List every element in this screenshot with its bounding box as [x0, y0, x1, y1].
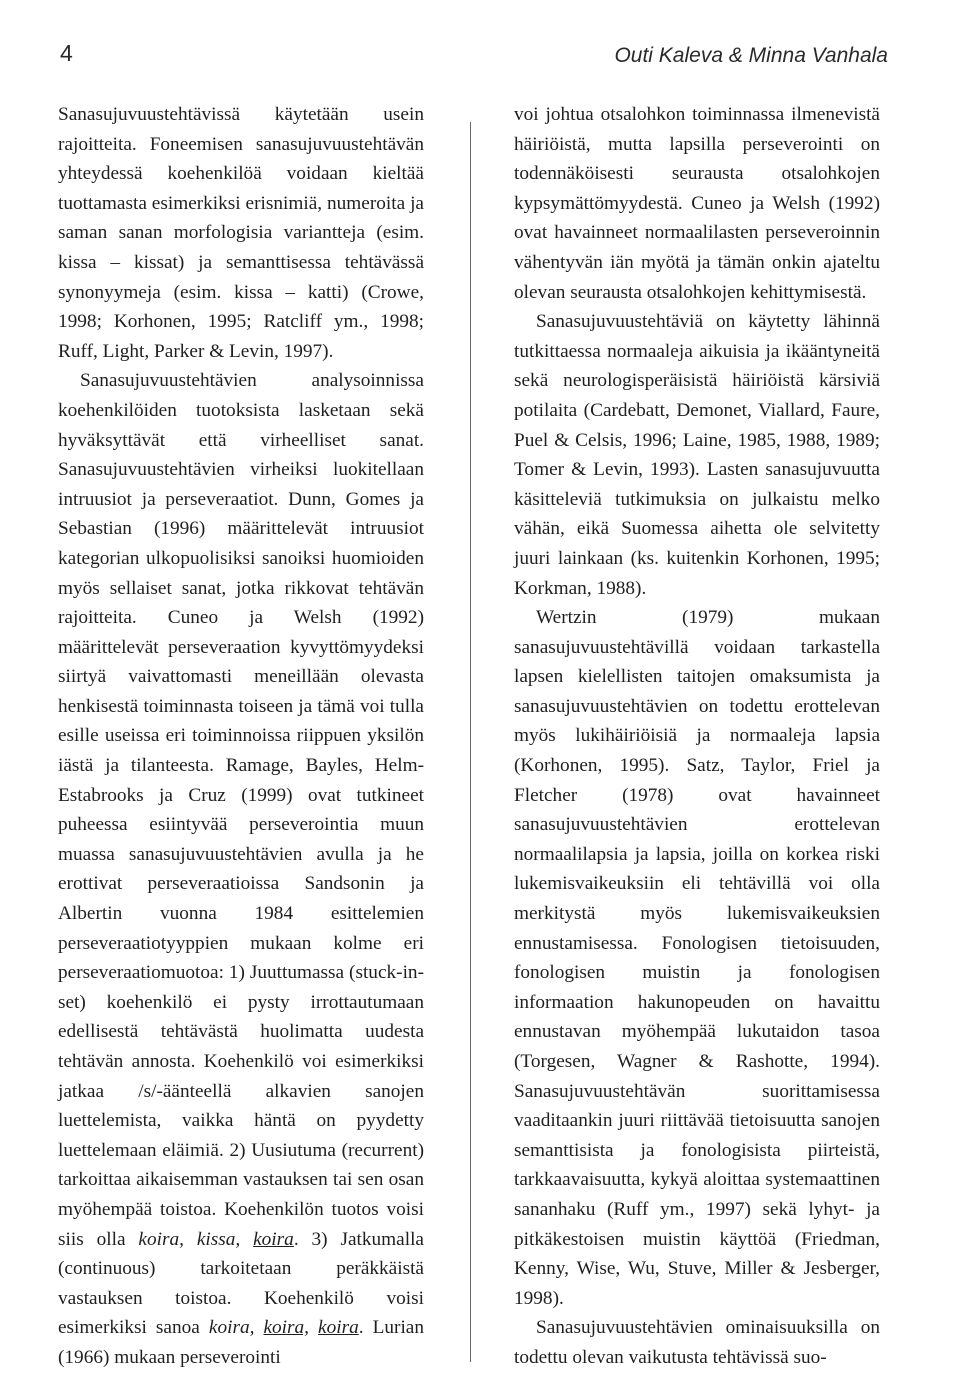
- left-column: [58, 100, 424, 1373]
- paragraph-wertz: Wertzin (1979) mukaan sanasujuvuustehtävillä voidaan tarkastella lapsen kielellisten taitojen omaksumista ja sanasujuvuustehtävien on todettu erottelevan myös lukihäiriöisiä ja normaaleja lapsia (Korhonen, 1995). Satz, Taylor, Friel ja Fletcher (1978) ovat havainneet sanasujuvuustehtävien erottelevan normaalilapsia ja lapsia, joilla on korkea riski lukemisvaikeuksiin eli tehtävillä voi olla merkitystä myös lukemisvaikeuksien ennustamisessa. Fonologisen tietoisuuden, fonologisen muistin ja fonologisen informaation hakunopeuden on havaittu ennustavan myöhempää lukutaidon tasoa (Torgesen, Wagner & Rashotte, 1994). Sanasujuvuustehtävän suorittamisessa vaaditaankin juuri riittävää tietoisuutta sanojen semanttisista ja fonologisista piirteistä, tarkkaavaisuutta, kykyä aloittaa systemaattinen sananhaku (Ruff ym., 1997) sekä lyhyt- ja pitkäkestoisen muistin käyttöä (Friedman, Kenny, Wise, Wu, Stuve, Miller & Jesberger, 1998).: [514, 607, 880, 1309]
- example-continuous: koira,: [208, 1317, 255, 1339]
- example-continuous-repeat: koira: [318, 1317, 359, 1339]
- page-number: 4: [60, 40, 73, 66]
- example-recurrent-repeat: koira: [253, 1228, 294, 1250]
- paragraph-otsalohko: voi johtua otsalohkon toiminnassa ilmenevistä häiriöistä, mutta lapsilla perseverointi on todennäköisesti seurausta otsalohkojen kypsymättömyydestä. Cuneo ja Welsh (1992) ovat havainneet normaalilasten perseveroinnin vähentyvän iän myötä ja tämän onkin ajateltu olevan seurausta otsalohkojen kehittymisestä.: [514, 104, 880, 303]
- paragraph-text: Sanasujuvuustehtävien analysoinnissa koehenkilöiden tuotoksista lasketaan sekä hyväksyttävät että virheelliset sanat. Sanasujuvuustehtävien virheiksi luokitellaan intruusiot ja perseveraatiot. Dunn, Gomes ja Sebastian (1996) määrittelevät intruusiot kategorian ulkopuolisiksi sanoiksi huomioiden myös sellaiset sanat, jotka rikkovat tehtävän rajoitteita. Cuneo ja Welsh (1992) määrittelevät perseveraation kyvyttömyydeksi siirtyä vaivattomasti meneillään olevasta henkisestä toiminnasta toiseen ja tämä voi tulla esille useissa eri toiminnoissa riippuen yksilön iästä ja tilanteesta. Ramage, Bayles, Helm-Estabrooks ja Cruz (1999) ovat tutkineet puheessa esiintyvää perseverointia muun muassa sanasujuvuustehtävien avulla ja he erottivat perseveraatioissa Sandsonin ja Albertin vuonna 1984 esittelemien perseveraatiotyyppien mukaan kolme eri perseveraatiomuotoa: 1) Juuttumassa (stuck-in-set) koehenkilö ei pysty irrottautumaan edellisestä tehtävästä huolimatta uudesta tehtävän annosta. Koehenkilö voi esimerkiksi jatkaa /s/-äänteellä alkavien sanojen luettelemista, vaikka häntä on pyydetty luettelemaan eläimiä. 2) Uusiutuma (recurrent) tarkoittaa aikaisemman vastauksen tai sen osan myöhempää toistoa. Koehenkilön tuotos voisi siis olla: [58, 370, 424, 1250]
- right-column: [514, 100, 880, 1373]
- paragraph-ominaisuudet: Sanasujuvuustehtävien ominaisuuksilla on todettu olevan vaikutusta tehtävissä suo-: [514, 1317, 880, 1368]
- column-divider: [470, 122, 471, 1362]
- paragraph-analysointi: [58, 366, 424, 1372]
- running-header-authors: Outi Kaleva & Minna Vanhala: [614, 44, 888, 67]
- paragraph-rajoitteet: Sanasujuvuustehtävissä käytetään usein rajoitteita. Foneemisen sanasujuvuustehtävän yhteydessä koehenkilöä voidaan kieltää tuottamasta esimerkiksi erisnimiä, numeroita ja saman sanan morfologisia variantteja (esim. kissa – kissat) ja semanttisessa tehtävässä synonyymeja (esim. kissa – katti) (Crowe, 1998; Korhonen, 1995; Ratcliff ym., 1998; Ruff, Light, Parker & Levin, 1997).: [58, 104, 424, 362]
- paragraph-text: . Lurian (1966) mukaan perseverointi: [58, 1317, 425, 1368]
- paragraph-kaytto: Sanasujuvuustehtäviä on käytetty lähinnä tutkittaessa normaaleja aikuisia ja ikääntyneitä sekä neurologisperäisistä häiriöistä kärsiviä potilaita (Cardebatt, Demonet, Viallard, Faure, Puel & Celsis, 1996; Laine, 1985, 1988, 1989; Tomer & Levin, 1993). Lasten sanasujuvuutta käsitteleviä tutkimuksia on julkaistu melko vähän, eikä Suomessa aihetta ole selvitetty juuri lainkaan (ks. kuitenkin Korhonen, 1995; Korkman, 1988).: [514, 311, 880, 599]
- paragraph-text: . 3) Jatkumalla (continuous) tarkoitetaan peräkkäistä vastauksen toistoa. Koehenkilö voisi esimerkiksi sanoa: [58, 1228, 424, 1339]
- example-recurrent: koira, kissa,: [138, 1228, 241, 1250]
- example-continuous-repeat: koira,: [263, 1317, 309, 1339]
